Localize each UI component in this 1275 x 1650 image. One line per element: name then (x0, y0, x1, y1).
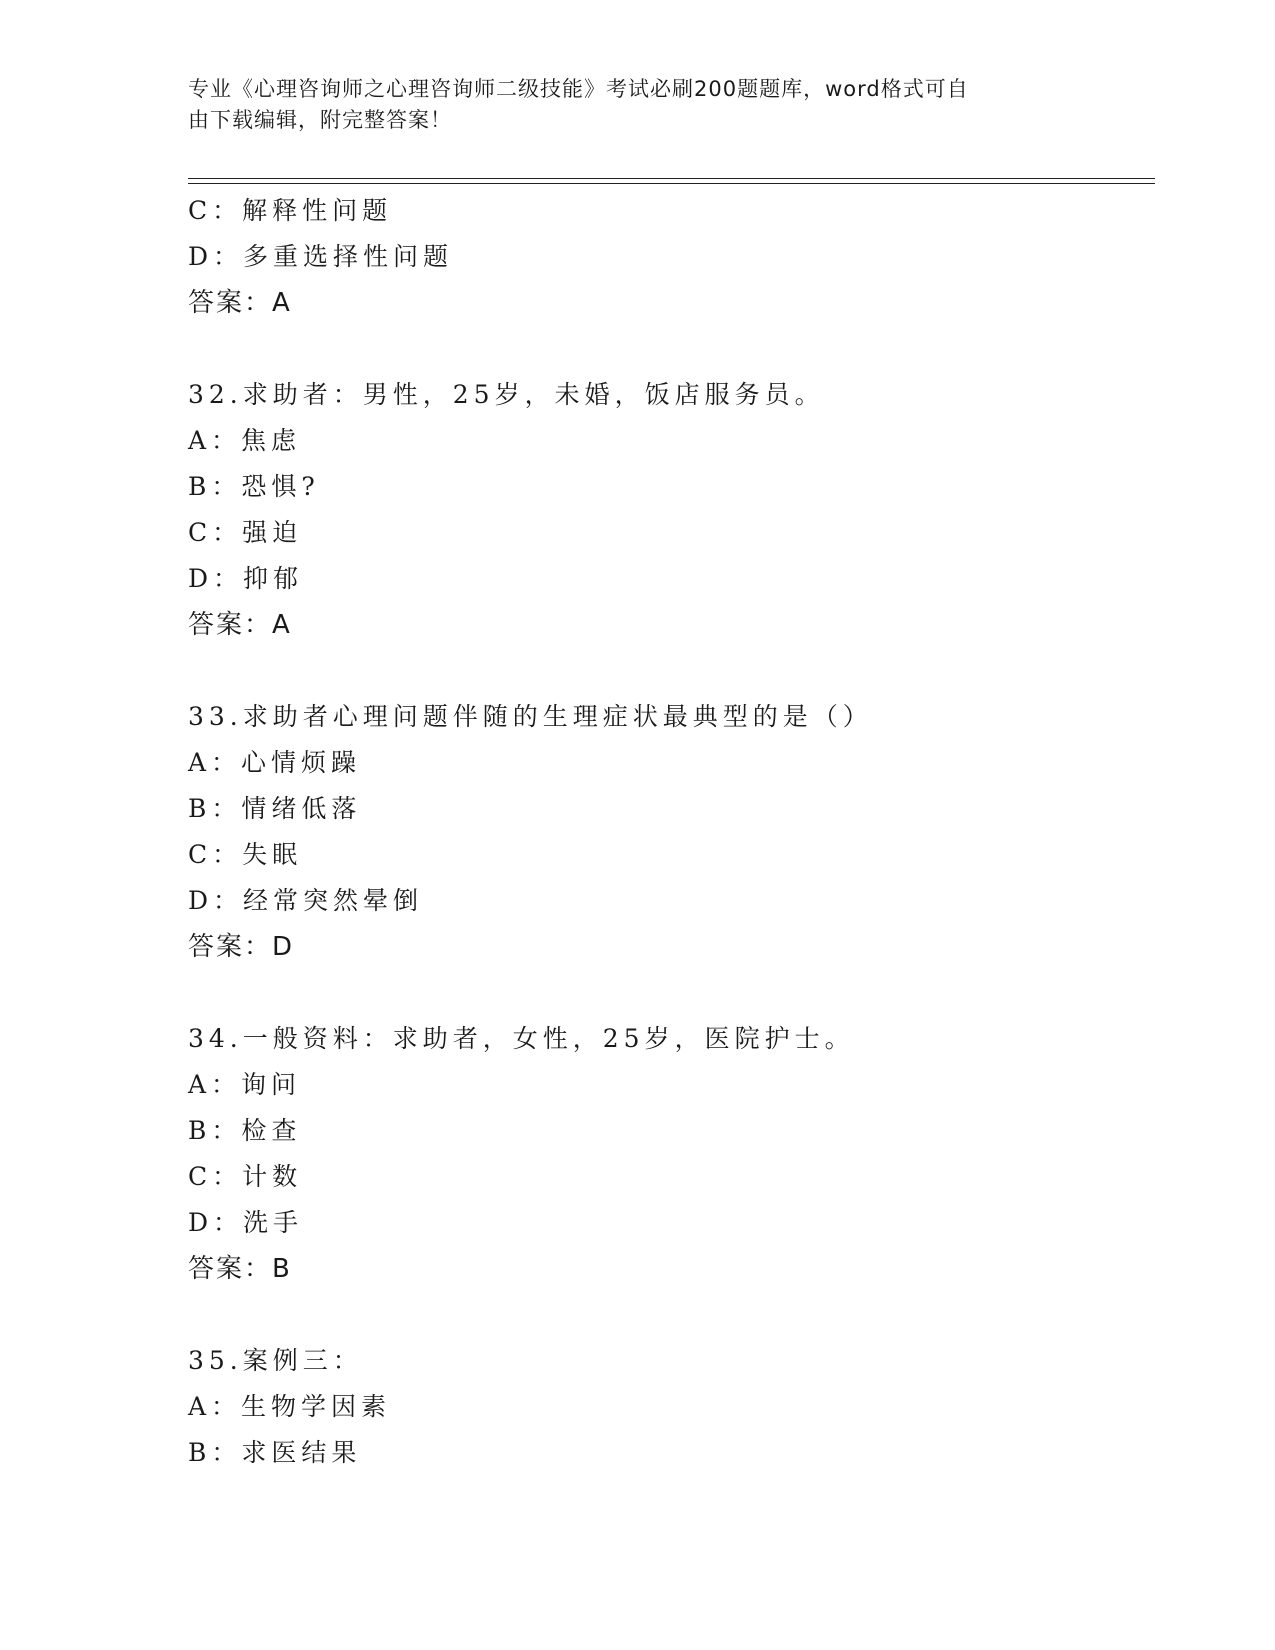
spacer (188, 648, 1148, 694)
question-32 (188, 372, 1148, 648)
option-c: C：计数 (188, 1162, 303, 1191)
header-divider-bottom (188, 183, 1155, 184)
spacer (188, 1292, 1148, 1338)
question-list (188, 188, 1148, 1476)
option-c: C：解释性问题 (188, 196, 393, 225)
option-c: C：强迫 (188, 518, 303, 547)
question-stem: 32.求助者：男性，25岁，未婚，饭店服务员。 (188, 380, 825, 409)
option-d: D：经常突然晕倒 (188, 886, 424, 915)
question-stem: 33.求助者心理问题伴随的生理症状最典型的是（） (188, 702, 873, 731)
option-d: D：抑郁 (188, 564, 304, 593)
answer-line: 答案：A (188, 610, 292, 640)
question-stem: 35.案例三： (188, 1346, 363, 1375)
question-33 (188, 694, 1148, 970)
header-line-1: 专业《心理咨询师之心理咨询师二级技能》考试必刷200题题库，word格式可自 (188, 77, 969, 101)
answer-line: 答案：D (188, 932, 295, 962)
option-b: B：情绪低落 (188, 794, 362, 823)
option-b: B：恐惧? (188, 472, 320, 501)
document-header (188, 74, 1068, 136)
header-divider-top (188, 178, 1155, 179)
option-d: D：多重选择性问题 (188, 242, 454, 271)
question-34 (188, 1016, 1148, 1292)
option-d: D：洗手 (188, 1208, 304, 1237)
answer-line: 答案：B (188, 1254, 292, 1284)
option-b: B：求医结果 (188, 1438, 362, 1467)
header-line-2: 由下载编辑，附完整答案！ (188, 108, 452, 132)
spacer (188, 970, 1148, 1016)
answer-line: 答案：A (188, 288, 292, 318)
option-a: A：询问 (188, 1070, 302, 1099)
spacer (188, 326, 1148, 372)
option-b: B：检查 (188, 1116, 302, 1145)
option-a: A：心情烦躁 (188, 748, 362, 777)
option-c: C：失眠 (188, 840, 303, 869)
option-a: A：焦虑 (188, 426, 302, 455)
option-a: A：生物学因素 (188, 1392, 392, 1421)
question-31-carryover (188, 188, 1148, 326)
question-35 (188, 1338, 1148, 1476)
question-stem: 34.一般资料：求助者，女性，25岁，医院护士。 (188, 1024, 855, 1053)
